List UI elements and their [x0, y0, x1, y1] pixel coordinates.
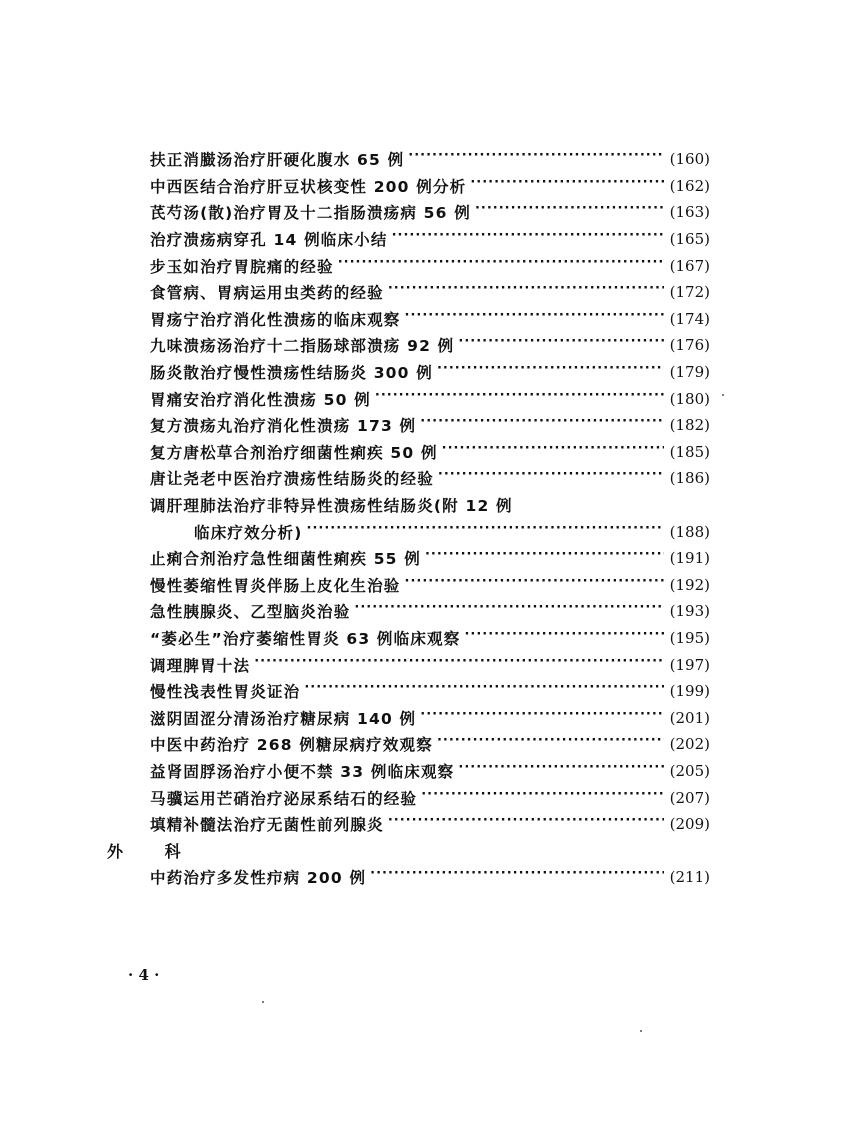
- toc-entry: [150, 173, 710, 200]
- entry-page: (172): [669, 283, 710, 302]
- toc-entry: [150, 252, 710, 279]
- entry-page: (207): [669, 788, 710, 807]
- dot-leader: [370, 870, 664, 884]
- entry-page: (180): [669, 389, 710, 408]
- entry-title: 中药治疗多发性疖病 200 例: [150, 869, 367, 888]
- entry-page: (197): [669, 655, 710, 674]
- entry-page: (199): [669, 682, 710, 701]
- toc-entry: [150, 864, 710, 891]
- dot-leader: [458, 764, 663, 778]
- dot-leader: [420, 418, 663, 432]
- entry-title: 复方溃疡丸治疗消化性溃疡 173 例: [150, 417, 417, 436]
- toc-entry: [150, 465, 710, 492]
- entry-title: 马骥运用芒硝治疗泌尿系结石的经验: [150, 789, 418, 808]
- entry-page: (201): [669, 708, 710, 727]
- dot-leader: [437, 737, 664, 751]
- entry-page: (160): [669, 150, 710, 169]
- entry-title: 食管病、胃病运用虫类药的经验: [150, 284, 384, 303]
- toc-entry: [150, 306, 710, 333]
- toc-entry: [150, 439, 710, 466]
- dot-leader: [405, 312, 664, 326]
- toc-entry: [150, 572, 710, 599]
- dot-leader: [438, 471, 664, 485]
- dot-leader: [254, 658, 663, 672]
- toc-entry-first-line: [150, 492, 710, 519]
- toc-entry: [150, 598, 710, 625]
- entry-title: 慢性萎缩性胃炎伴肠上皮化生治验: [150, 576, 401, 595]
- entry-title: 益肾固脬汤治疗小便不禁 33 例临床观察: [150, 762, 455, 781]
- dot-leader: [470, 179, 663, 193]
- scan-speck: [722, 394, 724, 396]
- entry-page: (162): [669, 176, 710, 195]
- entry-page: (192): [669, 575, 710, 594]
- entry-page: (211): [669, 868, 710, 887]
- dot-leader: [375, 392, 664, 406]
- dot-leader: [475, 205, 664, 219]
- entry-page: (193): [669, 602, 710, 621]
- toc-entry-continuation: [150, 518, 710, 545]
- dot-leader: [408, 152, 663, 166]
- toc-entry: [150, 332, 710, 359]
- toc-entry: [150, 199, 710, 226]
- dot-leader: [388, 285, 664, 299]
- dot-leader: [464, 631, 663, 645]
- entry-page: (174): [669, 309, 710, 328]
- toc-entry: [150, 678, 710, 705]
- dot-leader: [338, 259, 664, 273]
- entry-title: 滋阴固涩分清汤治疗糖尿病 140 例: [150, 709, 417, 728]
- dot-leader: [437, 365, 664, 379]
- page-number: · 4 ·: [128, 966, 160, 984]
- toc-entry: [150, 359, 710, 386]
- entry-title: 止痢合剂治疗急性细菌性痢疾 55 例: [150, 550, 421, 569]
- entry-page: (182): [669, 416, 710, 435]
- entry-title: 芪芍汤(散)治疗胃及十二指肠溃疡病 56 例: [150, 204, 471, 223]
- entry-title: 肠炎散治疗慢性溃疡性结肠炎 300 例: [150, 364, 433, 383]
- dot-leader: [388, 817, 664, 831]
- entry-title: 胃疡宁治疗消化性溃疡的临床观察: [150, 310, 401, 329]
- entry-page: (185): [669, 442, 710, 461]
- scan-speck: [640, 1030, 642, 1032]
- table-of-contents: [107, 146, 710, 891]
- entry-title: “萎必生”治疗萎缩性胃炎 63 例临床观察: [150, 629, 461, 648]
- entry-page: (195): [669, 628, 710, 647]
- entry-page: (186): [669, 469, 710, 488]
- entry-page: (163): [669, 203, 710, 222]
- toc-entry: [150, 784, 710, 811]
- toc-entry: [150, 651, 710, 678]
- entry-title: 治疗溃疡病穿孔 14 例临床小结: [150, 231, 388, 250]
- entry-page: (165): [669, 230, 710, 249]
- dot-leader: [458, 338, 663, 352]
- dot-leader: [304, 684, 663, 698]
- entry-page: (191): [669, 549, 710, 568]
- entry-title: 复方唐松草合剂治疗细菌性痢疾 50 例: [150, 443, 438, 462]
- entry-title: 中西医结合治疗肝豆状核变性 200 例分析: [150, 177, 467, 196]
- dot-leader: [421, 791, 663, 805]
- entry-page: (167): [669, 256, 710, 275]
- entry-title: 急性胰腺炎、乙型脑炎治验: [150, 603, 351, 622]
- entry-title: 临床疗效分析): [194, 523, 303, 542]
- entry-page: (209): [669, 815, 710, 834]
- entry-title: 九味溃疡汤治疗十二指肠球部溃疡 92 例: [150, 337, 455, 356]
- toc-entry: [150, 279, 710, 306]
- dot-leader: [425, 551, 664, 565]
- entry-page: (179): [669, 363, 710, 382]
- toc-entry: [150, 811, 710, 838]
- entry-page: (202): [669, 735, 710, 754]
- dot-leader: [442, 445, 664, 459]
- entry-title: 调理脾胃十法: [150, 656, 251, 675]
- toc-entry: [150, 545, 710, 572]
- dot-leader: [354, 604, 663, 618]
- toc-entry: [150, 226, 710, 253]
- toc-entry: [150, 625, 710, 652]
- entry-title: 扶正消臌汤治疗肝硬化腹水 65 例: [150, 151, 405, 170]
- scan-speck: [262, 1001, 264, 1003]
- toc-entry: [150, 385, 710, 412]
- entry-page: (188): [669, 522, 710, 541]
- toc-entry: [150, 731, 710, 758]
- dot-leader: [405, 578, 664, 592]
- dot-leader: [392, 232, 664, 246]
- dot-leader: [307, 525, 664, 539]
- toc-entry: [150, 412, 710, 439]
- entry-title: 步玉如治疗胃脘痛的经验: [150, 257, 334, 276]
- toc-entry: [150, 146, 710, 173]
- entry-title: 中医中药治疗 268 例糖尿病疗效观察: [150, 736, 433, 755]
- toc-entry: [150, 758, 710, 785]
- dot-leader: [420, 711, 663, 725]
- entry-page: (176): [669, 336, 710, 355]
- entry-title: 唐让尧老中医治疗溃疡性结肠炎的经验: [150, 470, 434, 489]
- entry-title: 填精补髓法治疗无菌性前列腺炎: [150, 816, 384, 835]
- entry-title: 胃痛安治疗消化性溃疡 50 例: [150, 390, 371, 409]
- entry-title: 调肝理肺法治疗非特异性溃疡性结肠炎(附 12 例: [150, 497, 513, 516]
- section-heading: 外 科: [107, 842, 199, 862]
- toc-entry: [150, 704, 710, 731]
- entry-page: (205): [669, 761, 710, 780]
- entry-title: 慢性浅表性胃炎证治: [150, 683, 301, 702]
